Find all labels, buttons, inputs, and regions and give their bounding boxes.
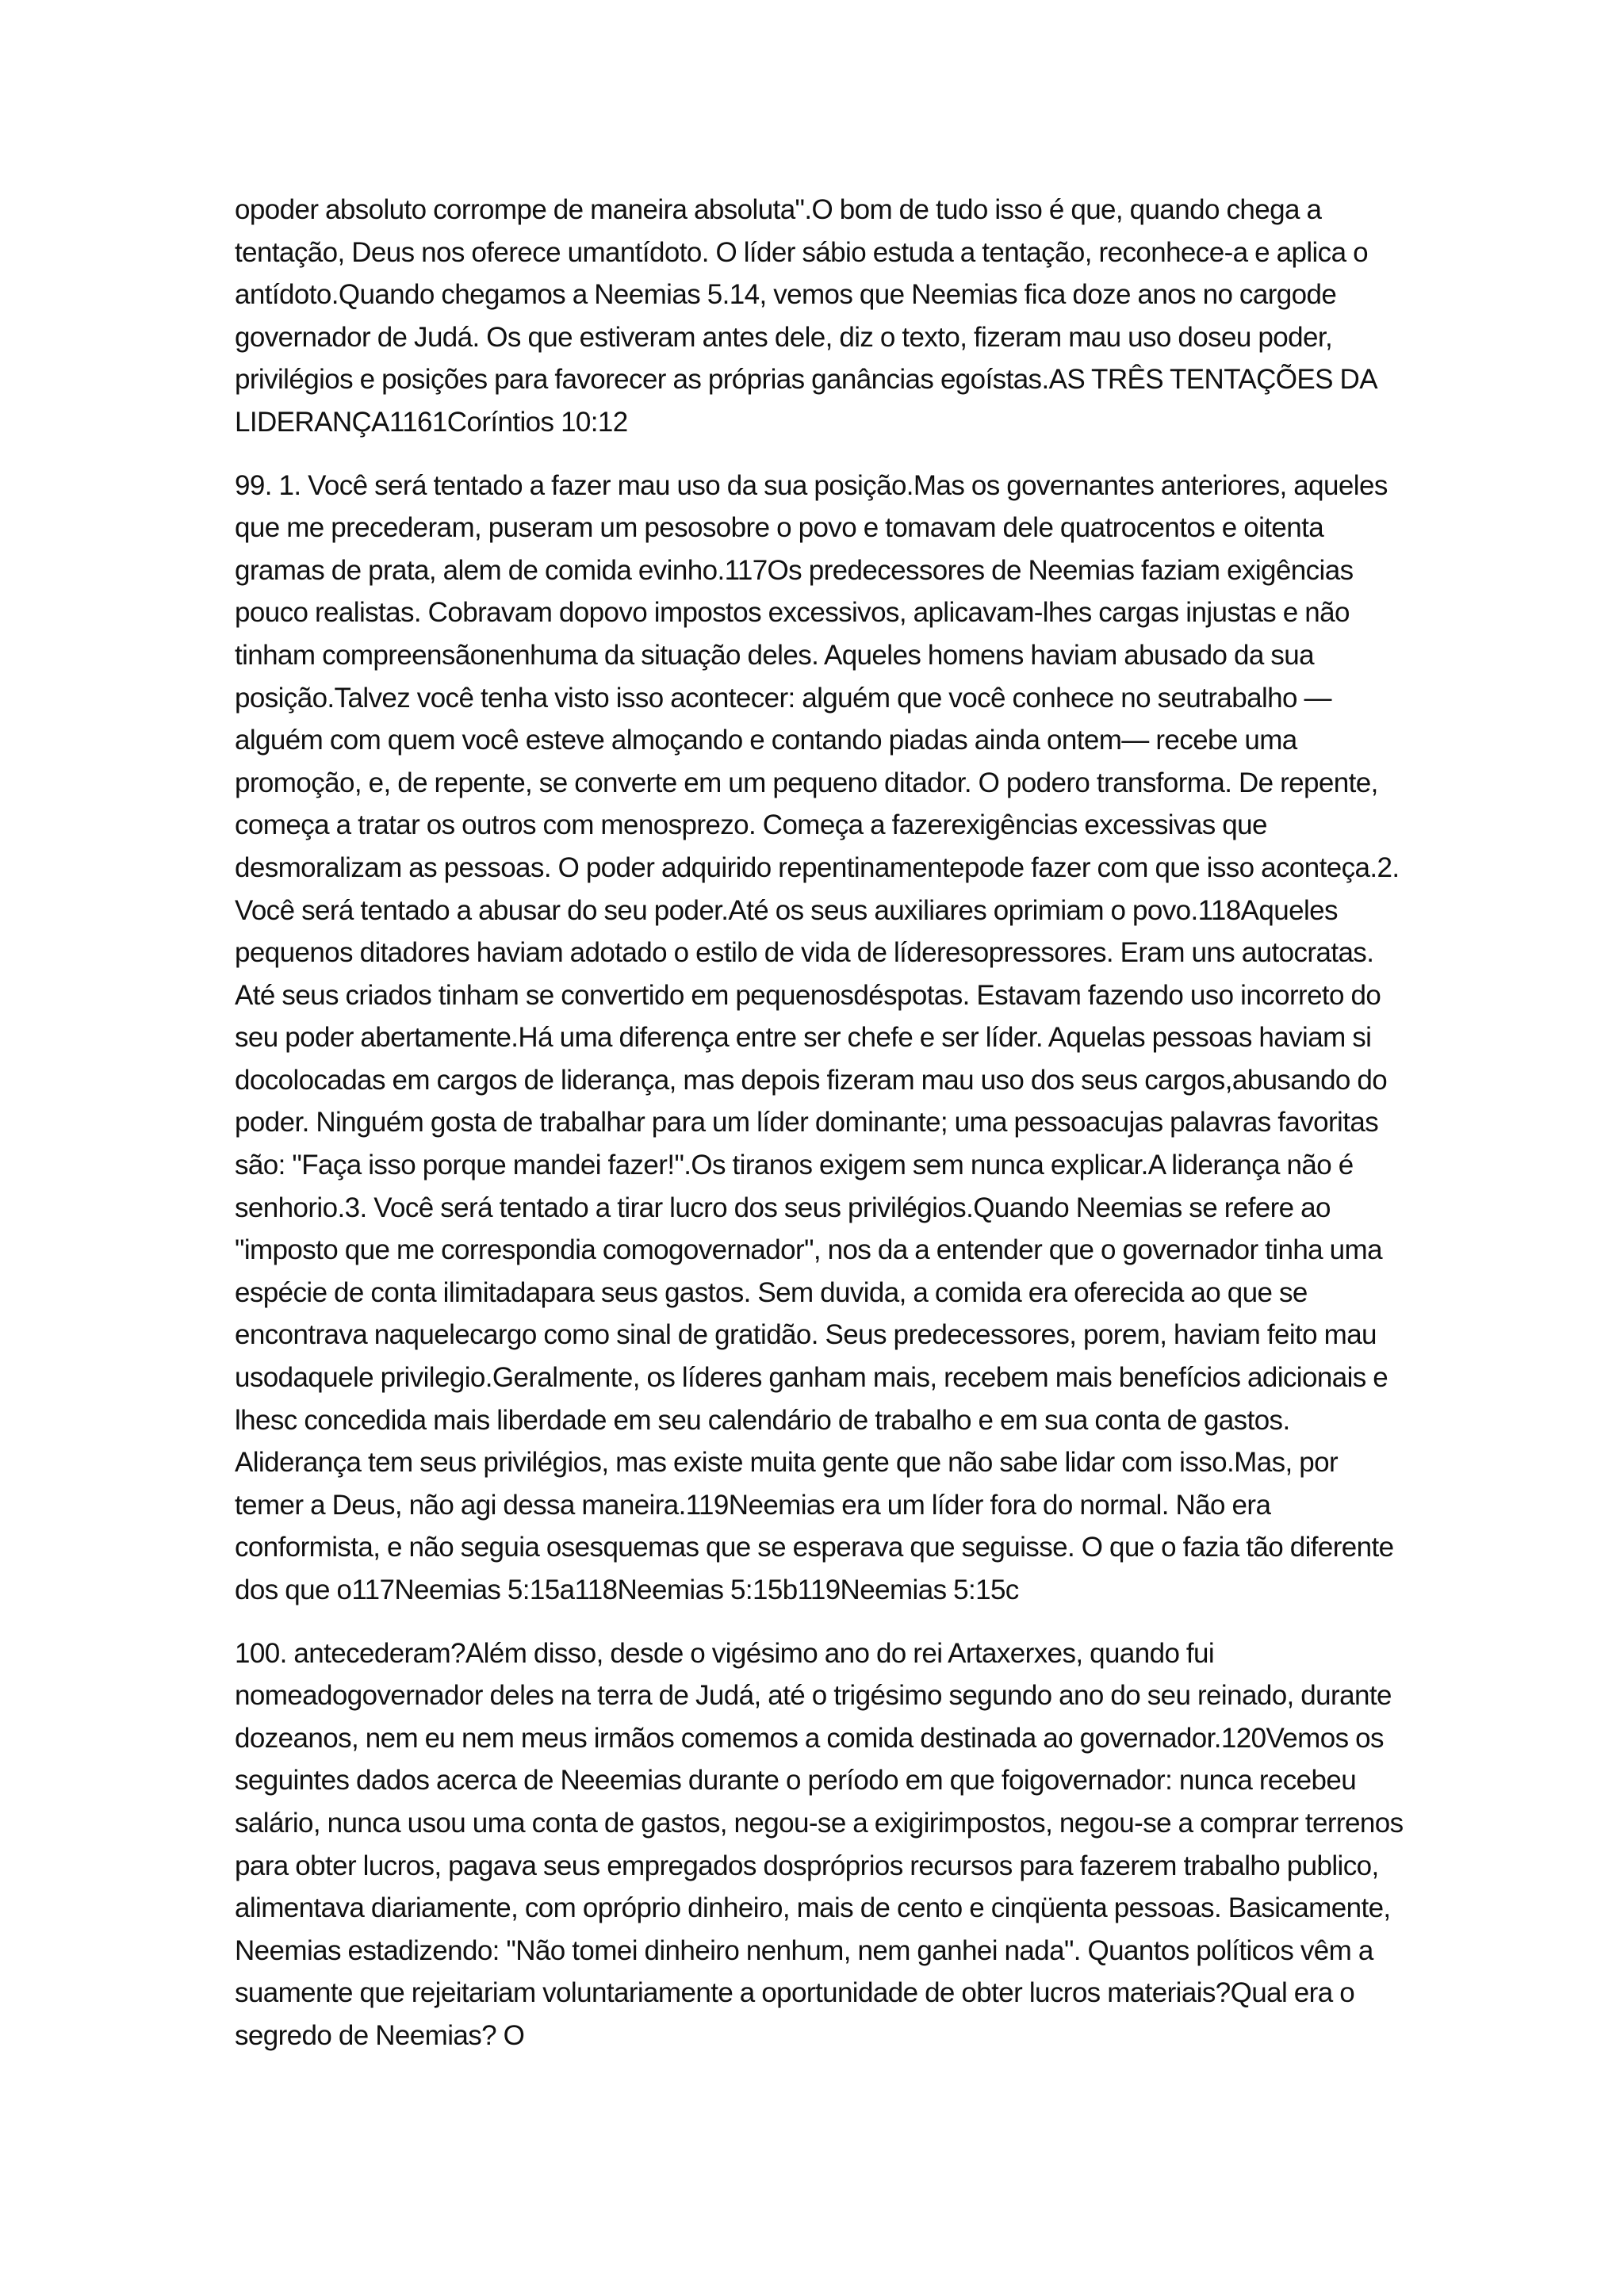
paragraph: 100. antecederam?Além disso, desde o vigésimo ano do rei Artaxerxes, quando fui nomeadogovernador deles na terra de Judá, até o trigésimo segundo ano do seu reinado, durante dozeanos, nem eu nem meus irmãos comemos a comida destinada ao governador.120Vemos os seguintes dados acerca de Neeemias durante o período em que foigovernador: nunca recebeu salário, nunca usou uma conta de gastos, negou-se a exigirimpostos, negou-se a comprar terrenos para obter lucros, pagava seus empregados dospróprios recursos para fazerem trabalho publico, alimentava diariamente, com opróprio dinheiro, mais de cento e cinqüenta pessoas. Basicamente, Neemias estadizendo: "Não tomei dinheiro nenhum, nem ganhei nada". Quantos políticos vêm a suamente que rejeitariam voluntariamente a oportunidade de obter lucros materiais?Qual era o segredo de Neemias? O xyxy=(235,1637,1404,2051)
paragraph: opoder absoluto corrompe de maneira absoluta".O bom de tudo isso é que, quando chega a tentação, Deus nos oferece umantídoto. O líder sábio estuda a tentação, reconhece-a e aplica o antídoto.Quando chegamos a Neemias 5.14, vemos que Neemias fica doze anos no cargode governador de Judá. Os que estiveram antes dele, diz o texto, fizeram mau uso doseu poder, privilégios e posições para favorecer as próprias ganâncias egoístas.AS TRÊS TENTAÇÕES DA LIDERANÇA1161Coríntios 10:12 xyxy=(235,194,1377,438)
document-body xyxy=(235,189,1404,2078)
paragraph: 99. 1. Você será tentado a fazer mau uso da sua posição.Mas os governantes anteriores, aqueles que me precederam, puseram um pesosobre o povo e tomavam dele quatrocentos e oitenta gramas de prata, alem de comida evinho.117Os predecessores de Neemias faziam exigências pouco realistas. Cobravam dopovo impostos excessivos, aplicavam-lhes cargas injustas e não tinham compreensãonenhuma da situação deles. Aqueles homens haviam abusado da sua posição.Talvez você tenha visto isso acontecer: alguém que você conhece no seutrabalho — alguém com quem você esteve almoçando e contando piadas ainda ontem— recebe uma promoção, e, de repente, se converte em um pequeno ditador. O podero transforma. De repente, começa a tratar os outros com menosprezo. Começa a fazerexigências excessivas que desmoralizam as pessoas. O poder adquirido repentinamentepode fazer com que isso aconteça.2. Você será tentado a abusar do seu poder.Até os seus auxiliares oprimiam o povo.118Aqueles pequenos ditadores haviam adotado o estilo de vida de líderesopressores. Eram uns autocratas. Até seus criados tinham se convertido em pequenosdéspotas. Estavam fazendo uso incorreto do seu poder abertamente.Há uma diferença entre ser chefe e ser líder. Aquelas pessoas haviam si docolocadas em cargos de liderança, mas depois fizeram mau uso dos seus cargos,abusando do poder. Ninguém gosta de trabalhar para um líder dominante; uma pessoacujas palavras favoritas são: "Faça isso porque mandei fazer!".Os tiranos exigem sem nunca explicar.A liderança não é senhorio.3. Você será tentado a tirar lucro dos seus privilégios.Quando Neemias se refere ao "imposto que me correspondia comogovernador", nos da a entender que o governador tinha uma espécie de conta ilimitadapara seus gastos. Sem duvida, a comida era oferecida ao que se encontrava naquelecargo como sinal de gratidão. Seus predecessores, porem, haviam feito mau usodaquele privilegio.Geralmente, os líderes ganham mais, recebem mais benefícios adicionais e lhesc concedida mais liberdade em seu calendário de trabalho e em sua conta de gastos. Aliderança tem seus privilégios, mas existe muita gente que não sabe lidar com isso.Mas, por temer a Deus, não agi dessa maneira.119Neemias era um líder fora do normal. Não era conformista, e não seguia osesquemas que se esperava que seguisse. O que o fazia tão diferente dos que o117Neemias 5:15a118Neemias 5:15b119Neemias 5:15c xyxy=(235,469,1400,1605)
